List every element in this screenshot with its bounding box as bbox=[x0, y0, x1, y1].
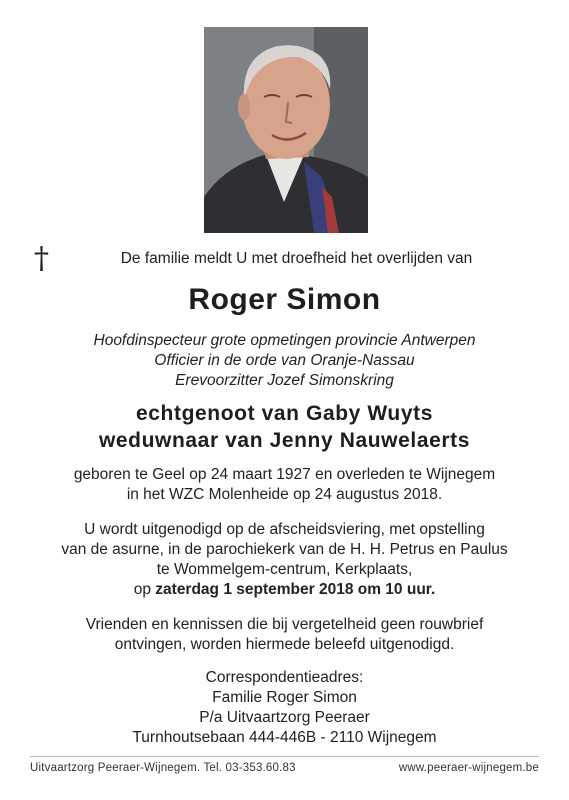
correspondence-address bbox=[0, 668, 569, 748]
paragraph-line: Vrienden en kennissen die bij vergetelheid geen rouwbrief bbox=[85, 616, 484, 633]
spouse-line: echtgenoot van Gaby Wuyts bbox=[136, 402, 433, 425]
footer-website: www.peeraer-wijnegem.be bbox=[398, 762, 539, 774]
address-line: P/a Uitvaartzorg Peeraer bbox=[199, 709, 370, 726]
deceased-name: Roger Simon bbox=[188, 283, 381, 316]
paragraph-line: ontvingen, worden hiermede beleefd uitgenodigd. bbox=[114, 636, 455, 653]
latin-cross-icon: † bbox=[34, 241, 49, 276]
friends-paragraph bbox=[0, 615, 569, 655]
title-line: Hoofdinspecteur grote opmetingen provincie Antwerpen bbox=[93, 332, 476, 349]
birth-death-paragraph bbox=[0, 465, 569, 505]
title-line: Erevoorzitter Jozef Simonskring bbox=[175, 372, 394, 389]
paragraph-line: in het WZC Molenheide op 24 augustus 2018. bbox=[126, 486, 443, 503]
honorary-titles bbox=[0, 331, 569, 391]
paragraph-line: te Wommelgem-centrum, Kerkplaats, bbox=[156, 561, 413, 578]
address-heading: Correspondentieadres: bbox=[205, 669, 364, 686]
spouse-lines bbox=[0, 400, 569, 454]
date-prefix: op bbox=[133, 581, 156, 598]
ceremony-paragraph bbox=[0, 520, 569, 600]
footer-funeral-home: Uitvaartzorg Peeraer-Wijnegem. Tel. 03-353.60.83 bbox=[30, 762, 296, 774]
paragraph-line: U wordt uitgenodigd op de afscheidsviering, met opstelling bbox=[84, 521, 485, 538]
paragraph-line: van de asurne, in de parochiekerk van de H. H. Petrus en Paulus bbox=[61, 541, 508, 558]
intro-text: De familie meldt U met droefheid het overlijden van bbox=[120, 250, 473, 267]
title-line: Officier in de orde van Oranje-Nassau bbox=[154, 352, 415, 369]
portrait-photo bbox=[204, 27, 368, 233]
paragraph-line: geboren te Geel op 24 maart 1927 en overleden te Wijnegem bbox=[73, 466, 496, 483]
ceremony-date-line bbox=[0, 580, 569, 600]
ceremony-date: zaterdag 1 september 2018 om 10 uur. bbox=[155, 581, 436, 598]
address-line: Turnhoutsebaan 444-446B - 2110 Wijnegem bbox=[132, 729, 437, 746]
footer-divider bbox=[30, 756, 539, 757]
address-line: Familie Roger Simon bbox=[212, 689, 357, 706]
spouse-line: weduwnaar van Jenny Nauwelaerts bbox=[98, 429, 471, 452]
